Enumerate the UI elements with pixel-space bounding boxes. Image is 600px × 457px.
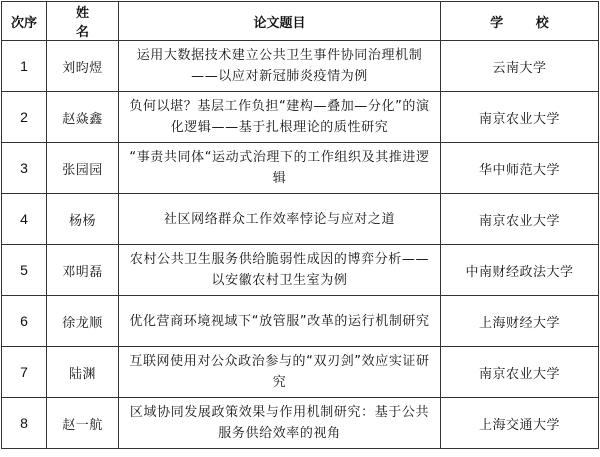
- author-name: 刘昀煜: [47, 41, 119, 92]
- paper-title: 优化营商环境视域下“放管服”改革的运行机制研究: [119, 296, 441, 347]
- table-header-row: [2, 2, 599, 41]
- table-row: [2, 296, 599, 347]
- school-name: 中南财经政法大学: [441, 245, 599, 296]
- school-name: 华中师范大学: [441, 143, 599, 194]
- school-name: 上海财经大学: [441, 296, 599, 347]
- row-number: 2: [2, 92, 47, 143]
- table-row: [2, 92, 599, 143]
- school-name: 上海交通大学: [441, 398, 599, 449]
- row-number: 6: [2, 296, 47, 347]
- header-school: 学 校: [441, 2, 599, 41]
- row-number: 1: [2, 41, 47, 92]
- row-number: 4: [2, 194, 47, 245]
- table-row: [2, 41, 599, 92]
- author-name: 张园园: [47, 143, 119, 194]
- header-title: 论文题目: [119, 2, 441, 41]
- header-name: 姓 名: [47, 2, 119, 41]
- table-row: [2, 347, 599, 398]
- paper-title: 负何以堪？基层工作负担“建构—叠加—分化”的演化逻辑——基于扎根理论的质性研究: [119, 92, 441, 143]
- author-name: 徐龙顺: [47, 296, 119, 347]
- table-row: [2, 398, 599, 449]
- table-row: [2, 194, 599, 245]
- paper-title: 互联网使用对公众政治参与的“双刃剑”效应实证研究: [119, 347, 441, 398]
- author-name: 邓明磊: [47, 245, 119, 296]
- row-number: 5: [2, 245, 47, 296]
- author-name: 赵焱鑫: [47, 92, 119, 143]
- row-number: 3: [2, 143, 47, 194]
- paper-title: 社区网络群众工作效率悖论与应对之道: [119, 194, 441, 245]
- papers-table: [1, 1, 599, 449]
- school-name: 南京农业大学: [441, 347, 599, 398]
- school-name: 南京农业大学: [441, 194, 599, 245]
- header-no: 次序: [2, 2, 47, 41]
- school-name: 云南大学: [441, 41, 599, 92]
- paper-title: 运用大数据技术建立公共卫生事件协同治理机制——以应对新冠肺炎疫情为例: [119, 41, 441, 92]
- table-body: [2, 41, 599, 449]
- row-number: 8: [2, 398, 47, 449]
- author-name: 赵一航: [47, 398, 119, 449]
- paper-title: 区域协同发展政策效果与作用机制研究：基于公共服务供给效率的视角: [119, 398, 441, 449]
- paper-title: 农村公共卫生服务供给脆弱性成因的博弈分析——以安徽农村卫生室为例: [119, 245, 441, 296]
- author-name: 陆渊: [47, 347, 119, 398]
- paper-title: “事责共同体“运动式治理下的工作组织及其推进逻辑: [119, 143, 441, 194]
- table-row: [2, 143, 599, 194]
- school-name: 南京农业大学: [441, 92, 599, 143]
- author-name: 杨杨: [47, 194, 119, 245]
- row-number: 7: [2, 347, 47, 398]
- table-row: [2, 245, 599, 296]
